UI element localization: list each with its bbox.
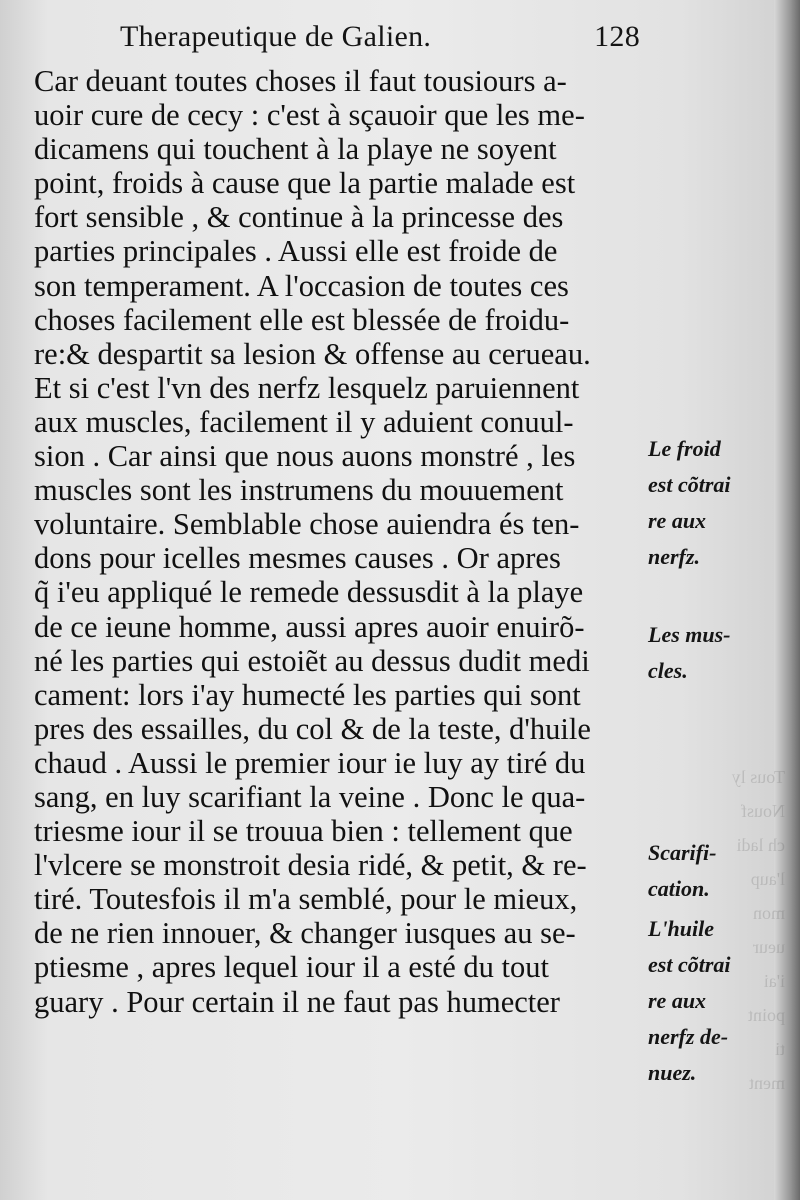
text-line: point, froids à cause que la partie malade est [34, 166, 576, 201]
text-line: de ce ieune homme, aussi apres auoir enuirõ- [34, 609, 585, 644]
text-line: triesme iour il se trouua bien : tellement que [34, 814, 573, 849]
text-line: q̃ i'eu appliqué le remede dessusdit à la playe [34, 575, 584, 610]
margin-note: cation. [648, 876, 710, 901]
running-header [120, 20, 640, 60]
text-line: choses facilement elle est blessée de froidu- [34, 302, 570, 337]
text-line: dons pour icelles mesmes causes . Or apres [34, 541, 561, 576]
margin-note: est cõtrai [648, 472, 731, 497]
running-title: Therapeutique de Galien. [120, 20, 432, 53]
body-text [34, 64, 644, 1019]
margin-note: re aux [648, 988, 707, 1013]
text-line: l'vlcere se monstroit desia ridé, & petit, & re- [34, 848, 587, 883]
text-line: sang, en luy scarifiant la veine . Donc le qua- [34, 779, 586, 814]
margin-note: Les mus- [648, 622, 731, 647]
text-line: son temperament. A l'occasion de toutes ces [34, 268, 569, 303]
margin-note: re aux [648, 508, 707, 533]
text-line: pres des essailles, du col & de la teste, d'huile [34, 711, 591, 746]
text-line: né les parties qui estoiẽt au dessus dudit medi [34, 643, 590, 678]
text-line: Et si c'est l'vn des nerfz lesquelz paruiennent [34, 370, 580, 405]
margin-note: nerfz. [648, 544, 700, 569]
text-line: Car deuant toutes choses il faut tousiours a- [34, 64, 567, 98]
text-line: re:& despartit sa lesion & offense au cerueau. [34, 336, 591, 371]
margin-note: est cõtrai [648, 952, 731, 977]
text-line: chaud . Aussi le premier iour ie luy ay tiré du [34, 745, 586, 780]
page-number: 128 [594, 20, 640, 53]
bleed-through-text: Tous ly Nousf ch ladi l'aup mon ueur i'ai point ti ment [731, 767, 785, 1093]
text-line: dicamens qui touchent à la playe ne soyent [34, 132, 557, 167]
text-line: sion . Car ainsi que nous auons monstré , les [34, 439, 576, 474]
text-line: aux muscles, facilement il y aduient conuul- [34, 404, 574, 439]
text-line: ptiesme , apres lequel iour il a esté du tout [34, 950, 549, 985]
text-line: tiré. Toutesfois il m'a semblé, pour le mieux, [34, 882, 578, 917]
text-line: de ne rien innouer, & changer iusques au se- [34, 916, 576, 951]
text-line: muscles sont les instrumens du mouuement [34, 473, 564, 508]
text-line: guary . Pour certain il ne faut pas humecter [34, 984, 560, 1019]
text-line: uoir cure de cecy : c'est à sçauoir que les me- [34, 98, 585, 133]
text-line: fort sensible , & continue à la princesse des [34, 200, 564, 235]
text-line: parties principales . Aussi elle est froide de [34, 234, 558, 269]
margin-note: Le froid [648, 436, 721, 461]
margin-note: nerfz de- [648, 1024, 729, 1049]
text-line: cament: lors i'ay humecté les parties qui sont [34, 677, 581, 712]
margin-note: L'huile [648, 916, 715, 941]
text-line: voluntaire. Semblable chose auiendra és ten- [34, 507, 580, 542]
margin-note: cles. [648, 658, 688, 683]
margin-note: nuez. [648, 1060, 697, 1085]
margin-note: Scarifi- [648, 840, 717, 865]
